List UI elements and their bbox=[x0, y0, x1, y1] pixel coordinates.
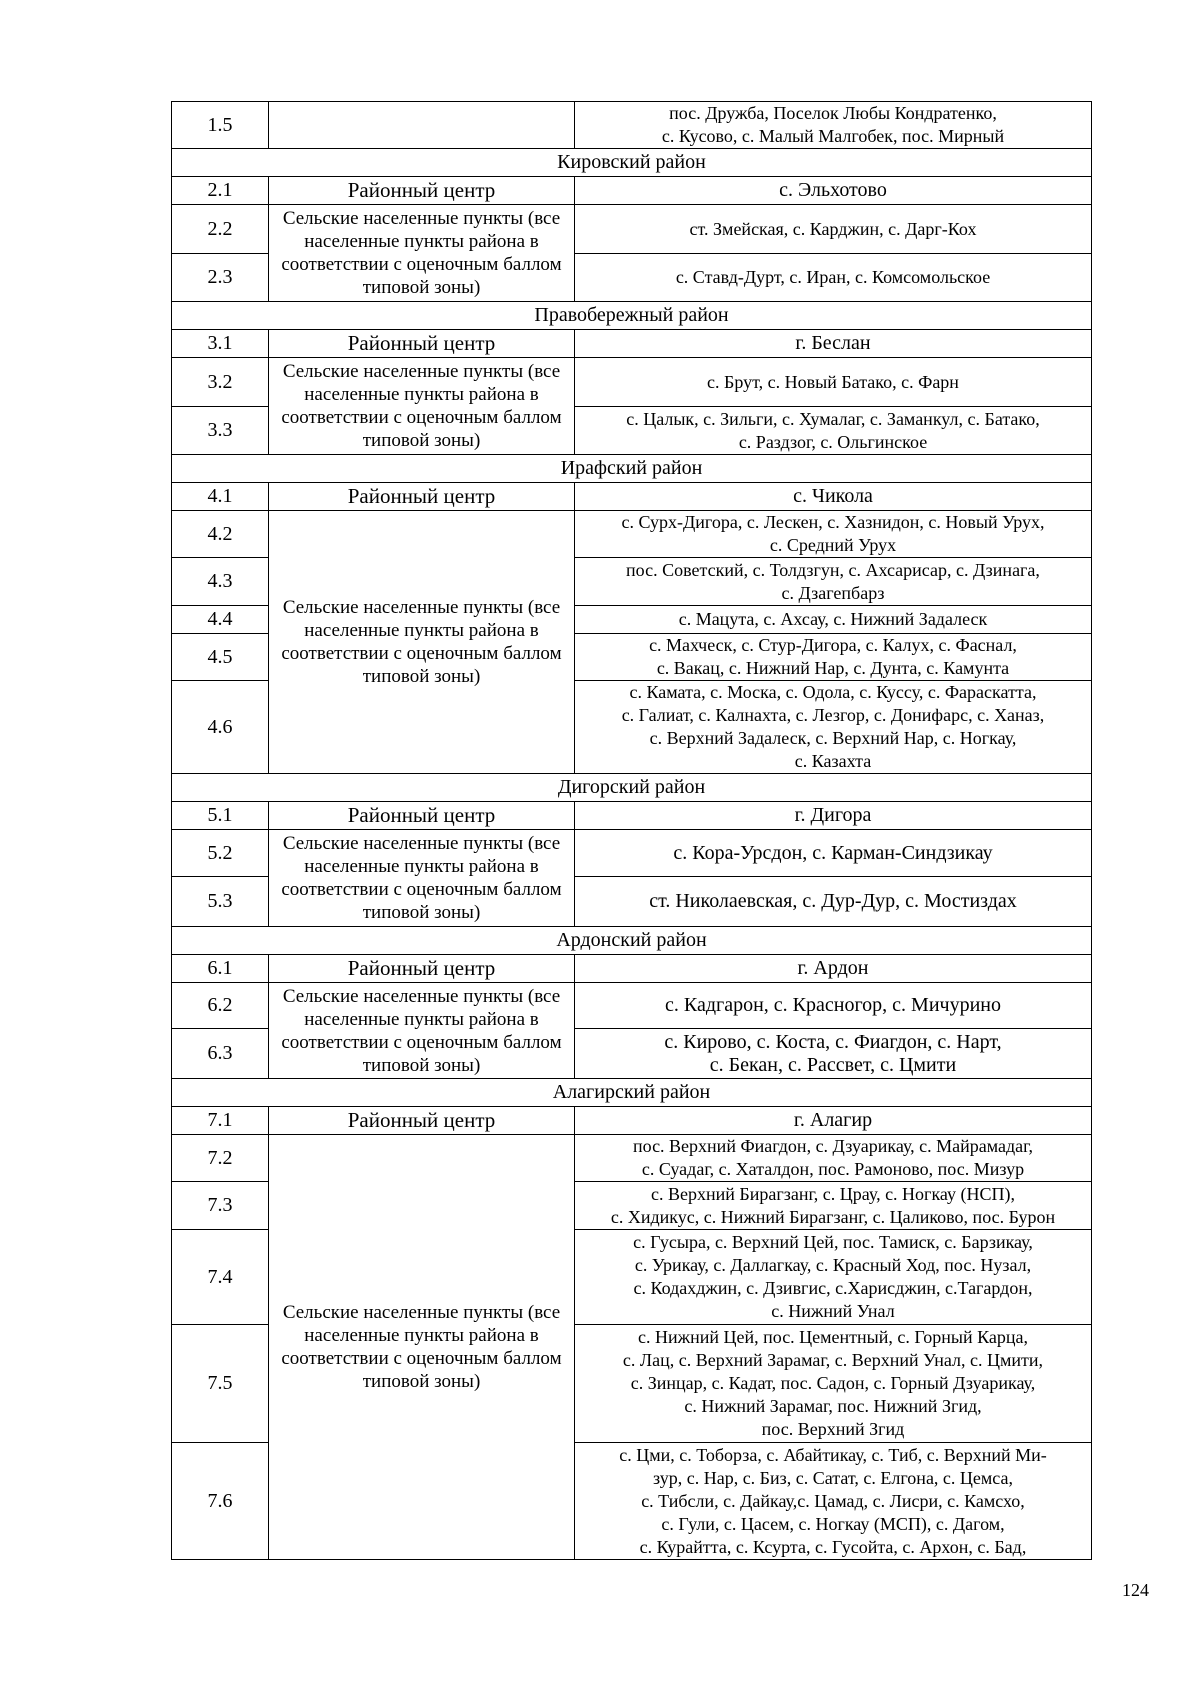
settlements-cell: с. Цалык, с. Зильги, с. Хумалаг, с. Заманкул, с. Батако, с. Раздзог, с. Ольгинское bbox=[575, 407, 1092, 455]
row-number: 4.3 bbox=[172, 558, 269, 606]
settlements-cell: с. Брут, с. Новый Батако, с. Фарн bbox=[575, 358, 1092, 407]
category-cell: Районный центр bbox=[269, 955, 575, 983]
table-row bbox=[172, 1135, 1092, 1182]
row-number: 2.3 bbox=[172, 254, 269, 302]
row-number: 4.4 bbox=[172, 606, 269, 634]
category-cell: Районный центр bbox=[269, 177, 575, 205]
category-cell: Сельские населенные пункты (все населенные пункты района в соответствии с оценочным баллом типовой зоны) bbox=[269, 983, 575, 1079]
district-header-row bbox=[172, 774, 1092, 802]
row-number: 7.5 bbox=[172, 1325, 269, 1443]
category-cell: Сельские населенные пункты (все населенные пункты района в соответствии с оценочным баллом типовой зоны) bbox=[269, 358, 575, 455]
settlements-cell: с. Гусыра, с. Верхний Цей, пос. Тамиск, с. Барзикау, с. Урикау, с. Даллагкау, с. Красный Ход, пос. Нузал, с. Кодахджин, с. Дзивгис, с.Харисджин, с.Тагардон, с. Нижний Унал bbox=[575, 1230, 1092, 1325]
category-cell: Районный центр bbox=[269, 1107, 575, 1135]
row-number: 3.1 bbox=[172, 330, 269, 358]
settlements-cell: г. Дигора bbox=[575, 802, 1092, 830]
page-number: 124 bbox=[1122, 1580, 1149, 1600]
table-row bbox=[172, 802, 1092, 830]
settlements-cell: пос. Верхний Фиагдон, с. Дзуарикау, с. Майрамадаг, с. Суадаг, с. Хаталдон, пос. Рамоново, пос. Мизур bbox=[575, 1135, 1092, 1182]
category-cell bbox=[269, 102, 575, 149]
district-header-row bbox=[172, 1079, 1092, 1107]
district-header-row bbox=[172, 149, 1092, 177]
table-row bbox=[172, 177, 1092, 205]
row-number: 5.2 bbox=[172, 830, 269, 877]
settlements-cell: с. Камата, с. Моска, с. Одола, с. Куссу, с. Фараскатта, с. Галиат, с. Калнахта, с. Лезгор, с. Донифарс, с. Ханаз, с. Верхний Задалеск, с. Верхний Нар, с. Ногкау, с. Казахта bbox=[575, 681, 1092, 774]
settlements-cell: с. Мацута, с. Ахсау, с. Нижний Задалеск bbox=[575, 606, 1092, 634]
table-body bbox=[172, 102, 1092, 1560]
district-header-row bbox=[172, 302, 1092, 330]
district-header-row bbox=[172, 927, 1092, 955]
settlements-cell: г. Беслан bbox=[575, 330, 1092, 358]
settlements-cell: с. Кора-Урсдон, с. Карман-Синдзикау bbox=[575, 830, 1092, 877]
table-row bbox=[172, 1107, 1092, 1135]
row-number: 6.1 bbox=[172, 955, 269, 983]
row-number: 5.3 bbox=[172, 877, 269, 927]
row-number: 7.3 bbox=[172, 1182, 269, 1230]
row-number: 4.6 bbox=[172, 681, 269, 774]
table-row bbox=[172, 983, 1092, 1029]
row-number: 4.5 bbox=[172, 634, 269, 681]
row-number: 7.4 bbox=[172, 1230, 269, 1325]
row-number: 6.2 bbox=[172, 983, 269, 1029]
row-number: 2.1 bbox=[172, 177, 269, 205]
category-cell: Сельские населенные пункты (все населенные пункты района в соответствии с оценочным баллом типовой зоны) bbox=[269, 511, 575, 774]
district-title: Дигорский район bbox=[172, 774, 1092, 802]
settlements-cell: с. Сурх-Дигора, с. Лескен, с. Хазнидон, с. Новый Урух, с. Средний Урух bbox=[575, 511, 1092, 558]
table-row bbox=[172, 205, 1092, 254]
row-number: 7.6 bbox=[172, 1443, 269, 1560]
table-row bbox=[172, 330, 1092, 358]
settlements-cell: с. Чикола bbox=[575, 483, 1092, 511]
row-number: 5.1 bbox=[172, 802, 269, 830]
row-number: 2.2 bbox=[172, 205, 269, 254]
district-title: Кировский район bbox=[172, 149, 1092, 177]
table-row bbox=[172, 358, 1092, 407]
row-number: 6.3 bbox=[172, 1029, 269, 1079]
settlements-cell: ст. Николаевская, с. Дур-Дур, с. Мостиздах bbox=[575, 877, 1092, 927]
category-cell: Районный центр bbox=[269, 483, 575, 511]
district-title: Правобережный район bbox=[172, 302, 1092, 330]
settlements-cell: пос. Советский, с. Толдзгун, с. Ахсарисар, с. Дзинага, с. Дзагепбарз bbox=[575, 558, 1092, 606]
settlements-cell: с. Ставд-Дурт, с. Иран, с. Комсомольское bbox=[575, 254, 1092, 302]
category-cell: Сельские населенные пункты (все населенные пункты района в соответствии с оценочным баллом типовой зоны) bbox=[269, 1135, 575, 1560]
settlements-cell: ст. Змейская, с. Карджин, с. Дарг-Кох bbox=[575, 205, 1092, 254]
settlements-cell: с. Эльхотово bbox=[575, 177, 1092, 205]
settlements-cell: с. Цми, с. Тоборза, с. Абайтикау, с. Тиб, с. Верхний Ми- зур, с. Нар, с. Биз, с. Сатат, с. Елгона, с. Цемса, с. Тибсли, с. Дайкау,с. Цамад, с. Лисри, с. Камсхо, с. Гули, с. Цасем, с. Ногкау (МСП), с. Дагом, с. Курайтта, с. Ксурта, с. Гусойта, с. Архон, с. Бад, bbox=[575, 1443, 1092, 1560]
district-title: Ирафский район bbox=[172, 455, 1092, 483]
settlements-cell: с. Нижний Цей, пос. Цементный, с. Горный Карца, с. Лац, с. Верхний Зарамаг, с. Верхний Унал, с. Цмити, с. Зинцар, с. Кадат, пос. Садон, с. Горный Дзуарикау, с. Нижний Зарамаг, пос. Нижний Згид, пос. Верхний Згид bbox=[575, 1325, 1092, 1443]
settlements-cell: с. Кадгарон, с. Красногор, с. Мичурино bbox=[575, 983, 1092, 1029]
settlements-table bbox=[171, 101, 1092, 1560]
table-row bbox=[172, 483, 1092, 511]
row-number: 3.3 bbox=[172, 407, 269, 455]
settlements-cell: с. Махческ, с. Стур-Дигора, с. Калух, с. Фаснал, с. Вакац, с. Нижний Нар, с. Дунта, с. Камунта bbox=[575, 634, 1092, 681]
row-number: 1.5 bbox=[172, 102, 269, 149]
district-title: Алагирский район bbox=[172, 1079, 1092, 1107]
row-number: 3.2 bbox=[172, 358, 269, 407]
table-row bbox=[172, 955, 1092, 983]
settlements-cell: г. Ардон bbox=[575, 955, 1092, 983]
category-cell: Районный центр bbox=[269, 330, 575, 358]
district-header-row bbox=[172, 455, 1092, 483]
table-row bbox=[172, 102, 1092, 149]
table-row bbox=[172, 830, 1092, 877]
row-number: 7.2 bbox=[172, 1135, 269, 1182]
settlements-cell: г. Алагир bbox=[575, 1107, 1092, 1135]
category-cell: Сельские населенные пункты (все населенные пункты района в соответствии с оценочным баллом типовой зоны) bbox=[269, 205, 575, 302]
district-title: Ардонский район bbox=[172, 927, 1092, 955]
row-number: 4.1 bbox=[172, 483, 269, 511]
settlements-cell: пос. Дружба, Поселок Любы Кондратенко, с. Кусово, с. Малый Малгобек, пос. Мирный bbox=[575, 102, 1092, 149]
table-row bbox=[172, 511, 1092, 558]
row-number: 7.1 bbox=[172, 1107, 269, 1135]
settlements-cell: с. Кирово, с. Коста, с. Фиагдон, с. Нарт, с. Бекан, с. Рассвет, с. Цмити bbox=[575, 1029, 1092, 1079]
settlements-cell: с. Верхний Бирагзанг, с. Црау, с. Ногкау (НСП), с. Хидикус, с. Нижний Бирагзанг, с. Цаликово, пос. Бурон bbox=[575, 1182, 1092, 1230]
category-cell: Районный центр bbox=[269, 802, 575, 830]
row-number: 4.2 bbox=[172, 511, 269, 558]
category-cell: Сельские населенные пункты (все населенные пункты района в соответствии с оценочным баллом типовой зоны) bbox=[269, 830, 575, 927]
